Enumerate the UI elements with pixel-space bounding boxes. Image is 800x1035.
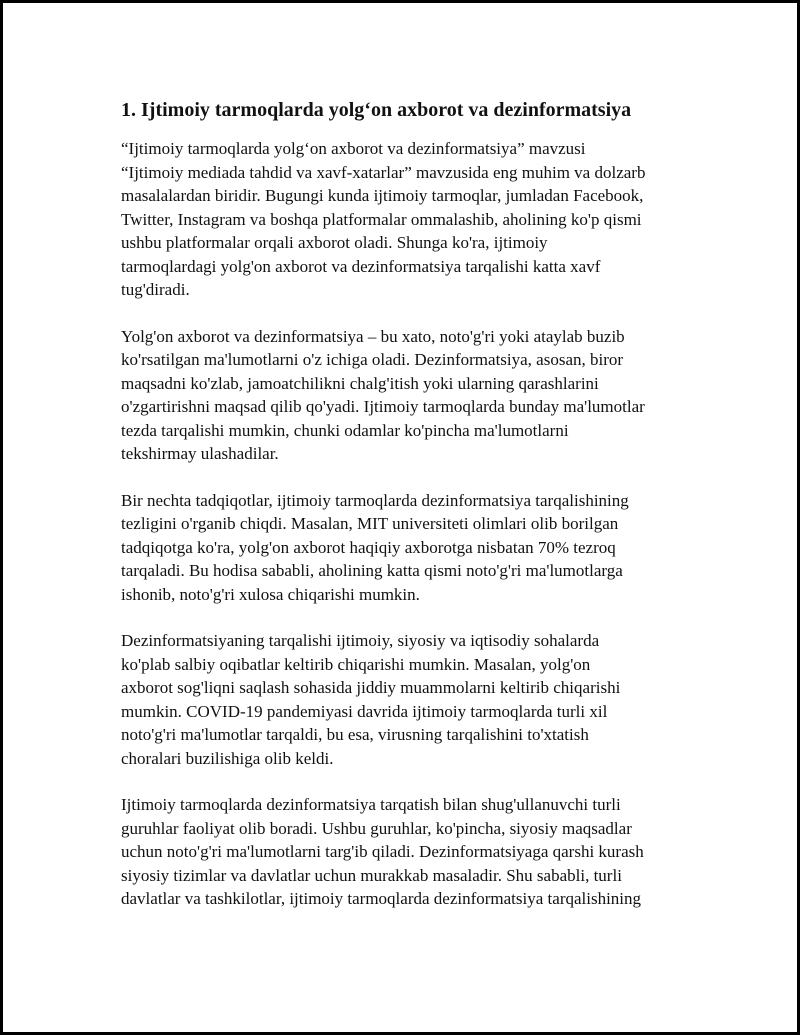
paragraph: [121, 793, 701, 911]
text-line: ushbu platformalar orqali axborot oladi. Shunga ko'ra, ijtimoiy: [121, 233, 548, 252]
text-line: Ijtimoiy tarmoqlarda dezinformatsiya tarqatish bilan shug'ullanuvchi turli: [121, 795, 621, 814]
text-line: tarqaladi. Bu hodisa sababli, aholining katta qismi noto'g'ri ma'lumotlarga: [121, 561, 623, 580]
text-line: axborot sog'liqni saqlash sohasida jiddiy muammolarni keltirib chiqarishi: [121, 678, 621, 697]
text-line: ko'plab salbiy oqibatlar keltirib chiqarishi mumkin. Masalan, yolg'on: [121, 654, 591, 674]
text-line: Dezinformatsiyaning tarqalishi ijtimoiy, siyosiy va iqtisodiy sohalarda: [121, 631, 600, 650]
text-line: o'zgartirishni maqsad qilib qo'yadi. Ijtimoiy tarmoqlarda bunday ma'lumotlar: [121, 397, 645, 416]
text-line: tug'diradi.: [121, 280, 190, 299]
text-line: choralari buzilishiga olib keldi.: [121, 748, 334, 768]
text-line: Bir nechta tadqiqotlar, ijtimoiy tarmoqlarda dezinformatsiya tarqalishining: [121, 490, 629, 510]
paragraph: [121, 325, 701, 466]
text-line: Yolg'on axborot va dezinformatsiya – bu xato, noto'g'ri yoki ataylab buzib: [121, 326, 625, 346]
text-line: Twitter, Instagram va boshqa platformalar ommalashib, aholining ko'p qismi: [121, 209, 642, 229]
paragraph-list: [121, 137, 701, 911]
text-line: masalalardan biridir. Bugungi kunda ijtimoiy tarmoqlar, jumladan Facebook,: [121, 186, 644, 205]
text-line: “Ijtimoiy tarmoqlarda yolg‘on axborot va dezinformatsiya” mavzusi: [121, 139, 586, 158]
text-line: davlatlar va tashkilotlar, ijtimoiy tarmoqlarda dezinformatsiya tarqalishining: [121, 889, 642, 908]
text-line: siyosiy tizimlar va davlatlar uchun murakkab masaladir. Shu sababli, turli: [121, 865, 622, 885]
text-line: “Ijtimoiy mediada tahdid va xavf-xatarlar” mavzusida eng muhim va dolzarb: [121, 162, 646, 182]
text-line: tezda tarqalishi mumkin, chunki odamlar ko'pincha ma'lumotlarni: [121, 420, 569, 440]
section-heading: 1. Ijtimoiy tarmoqlarda yolg‘on axborot va dezinformatsiya: [121, 99, 632, 121]
paragraph: [121, 137, 701, 302]
text-line: tadqiqotga ko'ra, yolg'on axborot haqiqiy axborotga nisbatan 70% tezroq: [121, 537, 616, 557]
text-line: tarmoqlardagi yolg'on axborot va dezinformatsiya tarqalishi katta xavf: [121, 256, 601, 276]
text-line: maqsadni ko'zlab, jamoatchilikni chalg'itish yoki ularning qarashlarini: [121, 373, 599, 393]
text-line: uchun noto'g'ri ma'lumotlarni targ'ib qiladi. Dezinformatsiyaga qarshi kurash: [121, 842, 644, 861]
text-line: noto'g'ri ma'lumotlar tarqaldi, bu esa, virusning tarqalishini to'xtatish: [121, 725, 589, 744]
paragraph: [121, 629, 701, 770]
text-line: ishonib, noto'g'ri xulosa chiqarishi mumkin.: [121, 584, 420, 604]
page-content: [121, 97, 701, 934]
text-line: tekshirmay ulashadilar.: [121, 444, 279, 463]
text-line: ko'rsatilgan ma'lumotlarni o'z ichiga oladi. Dezinformatsiya, asosan, biror: [121, 350, 624, 369]
text-line: mumkin. COVID-19 pandemiyasi davrida ijtimoiy tarmoqlarda turli xil: [121, 701, 608, 721]
text-line: tezligini o'rganib chiqdi. Masalan, MIT universiteti olimlari olib borilgan: [121, 514, 619, 533]
text-line: guruhlar faoliyat olib boradi. Ushbu guruhlar, ko'pincha, siyosiy maqsadlar: [121, 818, 632, 838]
paragraph: [121, 489, 701, 607]
